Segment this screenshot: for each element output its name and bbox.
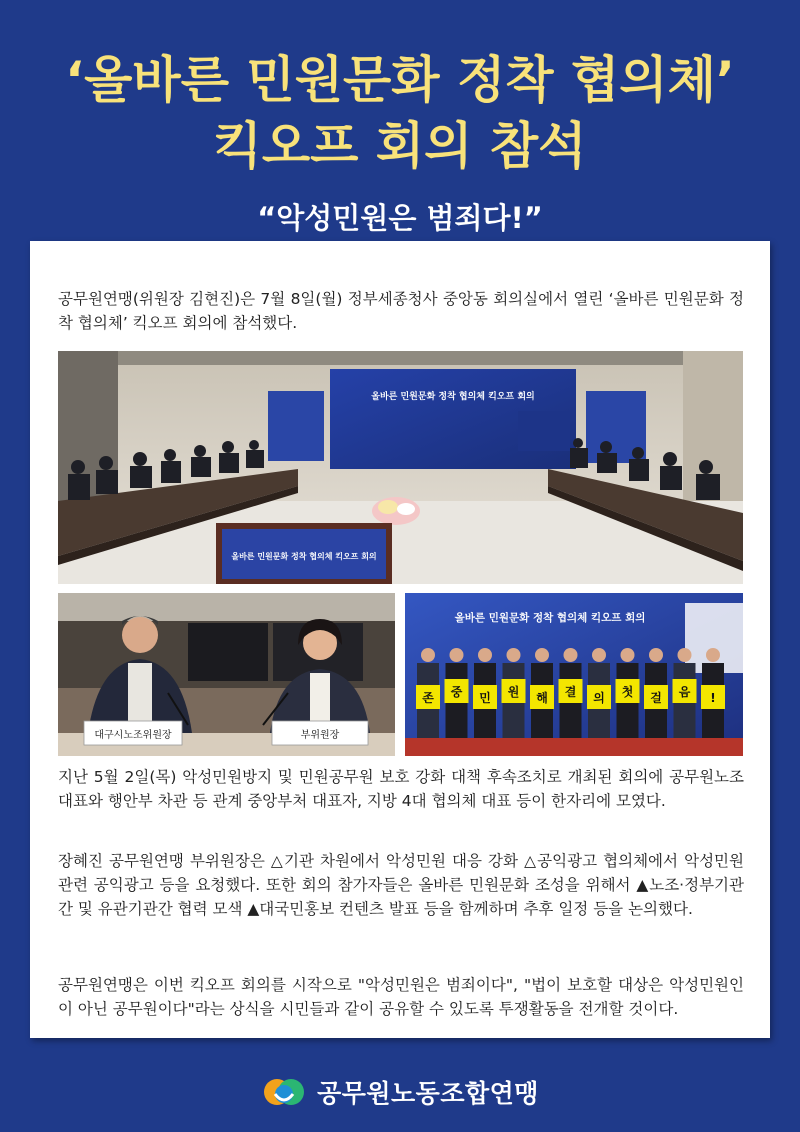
group-placards-photo xyxy=(405,593,743,756)
person-head xyxy=(450,648,464,662)
placard xyxy=(416,685,440,709)
union-logo-icon xyxy=(261,1072,307,1112)
placard xyxy=(473,685,497,709)
placard-letter: 존 xyxy=(422,691,434,705)
podium-title: 올바른 민원문화 정착 협의체 킥오프 회의 xyxy=(231,552,377,561)
article-paragraph-3: 장혜진 공무원연맹 부위원장은 △기관 차원에서 악성민원 대응 강화 △공익광고 협의체에서 악성민원 관련 공익광고 등을 요청했다. 또한 회의 참가자들은 올바른 민원문화 조성을 위해서 ▲노조·정부기관간 및 유관기관간 협력 모색 ▲대국민홍보 컨텐츠 발표 등을 함께하며 추후 일정 등을 논의했다. xyxy=(58,852,744,918)
person-head xyxy=(706,648,720,662)
placard xyxy=(673,679,697,703)
person-head xyxy=(564,648,578,662)
placard xyxy=(445,679,469,703)
article-paragraph-1: 공무원연맹(위원장 김현진)은 7월 8일(월) 정부세종청사 중앙동 회의실에서 열린 ‘올바른 민원문화 정착 협의체’ 킥오프 회의에 참석했다. xyxy=(58,290,744,332)
person-head xyxy=(592,648,606,662)
placard xyxy=(701,685,725,709)
page-title-line2: 킥오프 회의 참석 xyxy=(213,117,587,175)
person-head xyxy=(507,648,521,662)
article-card xyxy=(30,241,770,1038)
placard-letter: 의 xyxy=(593,691,605,705)
org-name: 공무원노동조합연맹 xyxy=(317,1079,539,1108)
placard-letter: 첫 xyxy=(621,685,634,699)
nameplate-left: 대구시노조위원장 xyxy=(94,730,172,741)
nameplate-right: 부위원장 xyxy=(300,730,340,741)
placard-letter: 해 xyxy=(536,691,548,705)
page-title-line1: ‘올바른 민원문화 정착 협의체’ xyxy=(65,51,735,109)
article-paragraph-4: 공무원연맹은 이번 킥오프 회의를 시작으로 "악성민원은 범죄이다", "법이 보호할 대상은 악성민원인이 아닌 공무원이다"라는 상식을 시민들과 같이 공유할 수 있도록 투쟁활동을 전개할 것이다. xyxy=(58,976,744,1018)
article-paragraph-2: 지난 5월 2일(목) 악성민원방지 및 민원공무원 보호 강화 대책 후속조치로 개최된 회의에 공무원노조 대표와 행안부 차관 등 관계 중앙부처 대표자, 지방 4대 협의체 대표 등이 한자리에 모였다. xyxy=(58,768,744,810)
placard-letter: 결 xyxy=(564,685,577,699)
placard-letter: 민 xyxy=(479,691,491,705)
placard xyxy=(616,679,640,703)
person-head xyxy=(678,648,692,662)
person-head xyxy=(421,648,435,662)
placard-letter: 중 xyxy=(450,685,463,699)
banner-title: 올바른 민원문화 정착 협의체 킥오프 회의 xyxy=(454,612,646,624)
placard xyxy=(530,685,554,709)
footer xyxy=(0,1070,800,1114)
delegates-photo xyxy=(58,593,395,756)
placard-letter: ! xyxy=(710,691,716,705)
page-subtitle: “악성민원은 범죄다!” xyxy=(257,201,543,235)
placard-letter: 원 xyxy=(507,685,520,699)
placard xyxy=(502,679,526,703)
person-head xyxy=(478,648,492,662)
placard xyxy=(644,685,668,709)
screen-title: 올바른 민원문화 정착 협의체 킥오프 회의 xyxy=(371,392,535,402)
meeting-room-photo xyxy=(58,351,743,584)
placard xyxy=(587,685,611,709)
person-head xyxy=(621,648,635,662)
placard-letter: 음 xyxy=(678,685,691,699)
placard xyxy=(559,679,583,703)
person-head xyxy=(649,648,663,662)
placard-letter: 걸 xyxy=(650,691,662,705)
person-head xyxy=(535,648,549,662)
